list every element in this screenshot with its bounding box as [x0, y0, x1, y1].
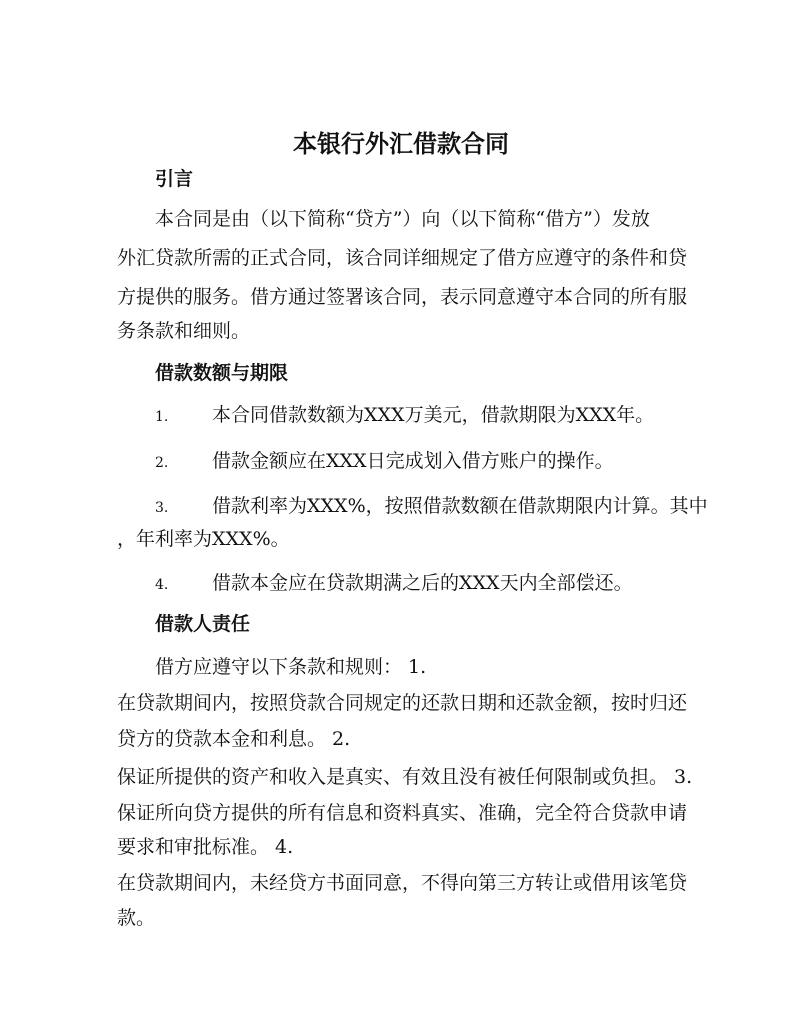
paragraph-line: 在贷款期间内，未经贷方书面同意，不得向第三方转让或借用该笔贷 — [117, 872, 688, 894]
list-item: 借款利率为XXX%，按照借款数额在借款期限内计算。其中 — [212, 495, 708, 517]
list-item: 借款金额应在XXX日完成划入借方账户的操作。 — [212, 450, 614, 472]
list-item-number: 1. — [155, 409, 169, 425]
section-heading-amount-term: 借款数额与期限 — [155, 362, 289, 384]
paragraph-line: 保证所提供的资产和收入是真实、有效且没有被任何限制或负担。 3. — [117, 766, 693, 788]
paragraph-line: 要求和审批标准。 4. — [117, 836, 294, 858]
list-item: 本合同借款数额为XXX万美元，借款期限为XXX年。 — [212, 404, 655, 426]
section-heading-intro: 引言 — [155, 168, 194, 190]
paragraph-line: 务条款和细则。 — [117, 320, 251, 342]
list-item: 借款本金应在贷款期满之后的XXX天内全部偿还。 — [212, 572, 633, 594]
paragraph-line: 款。 — [117, 907, 156, 929]
section-heading-borrower-duties: 借款人责任 — [155, 613, 251, 635]
list-item-number: 4. — [155, 577, 169, 593]
paragraph-line: 外汇贷款所需的正式合同，该合同详细规定了借方应遵守的条件和贷 — [117, 247, 688, 269]
list-item-number: 2. — [155, 455, 169, 471]
list-item-number: 3. — [155, 500, 169, 516]
paragraph-line: 方提供的服务。借方通过签署该合同，表示同意遵守本合同的所有服 — [117, 286, 688, 308]
paragraph-line: 保证所向贷方提供的所有信息和资料真实、准确，完全符合贷款申请 — [117, 802, 688, 824]
list-item-continuation: ，年利率为XXX%。 — [117, 528, 290, 550]
paragraph-line: 在贷款期间内，按照贷款合同规定的还款日期和还款金额，按时归还 — [117, 692, 688, 714]
page-title: 本银行外汇借款合同 — [293, 129, 509, 158]
paragraph-line: 借方应遵守以下条款和规则： 1. — [155, 656, 427, 678]
paragraph-line: 本合同是由（以下简称“贷方”）向（以下简称“借方”）发放 — [155, 208, 650, 230]
paragraph-line: 贷方的贷款本金和利息。 2. — [117, 728, 351, 750]
